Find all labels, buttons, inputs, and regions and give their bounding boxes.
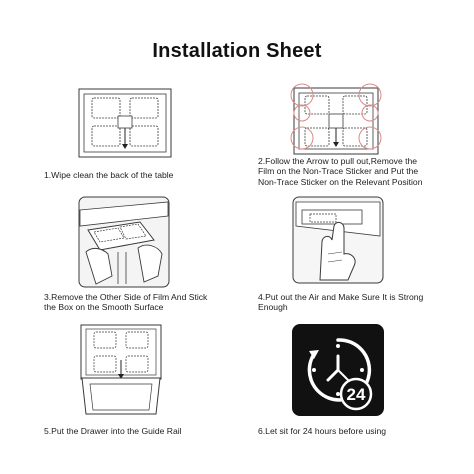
step-5-caption: 5.Put the Drawer into the Guide Rail xyxy=(44,426,182,436)
step-3-illustration xyxy=(78,196,170,288)
step-1-illustration xyxy=(78,88,172,158)
page-title: Installation Sheet xyxy=(152,40,322,62)
step-3-caption: 3.Remove the Other Side of Film And Stick the Box on the Smooth Surface xyxy=(44,292,208,313)
step-1-caption: 1.Wipe clean the back of the table xyxy=(44,170,174,180)
step-2-caption: 2.Follow the Arrow to pull out,Remove the Film on the Non-Trace Sticker and Put the Non-Trace Sticker on the Relevant Position xyxy=(258,156,423,187)
step-2-illustration xyxy=(288,82,384,162)
clock-24-icon xyxy=(292,324,384,416)
step-4-illustration xyxy=(292,196,384,284)
step-5-illustration xyxy=(80,324,162,416)
clock-label: 24 xyxy=(346,385,366,404)
step-6-caption: 6.Let sit for 24 hours before using xyxy=(258,426,387,436)
step-4-caption: 4.Put out the Air and Make Sure It is Strong Enough xyxy=(258,292,424,313)
